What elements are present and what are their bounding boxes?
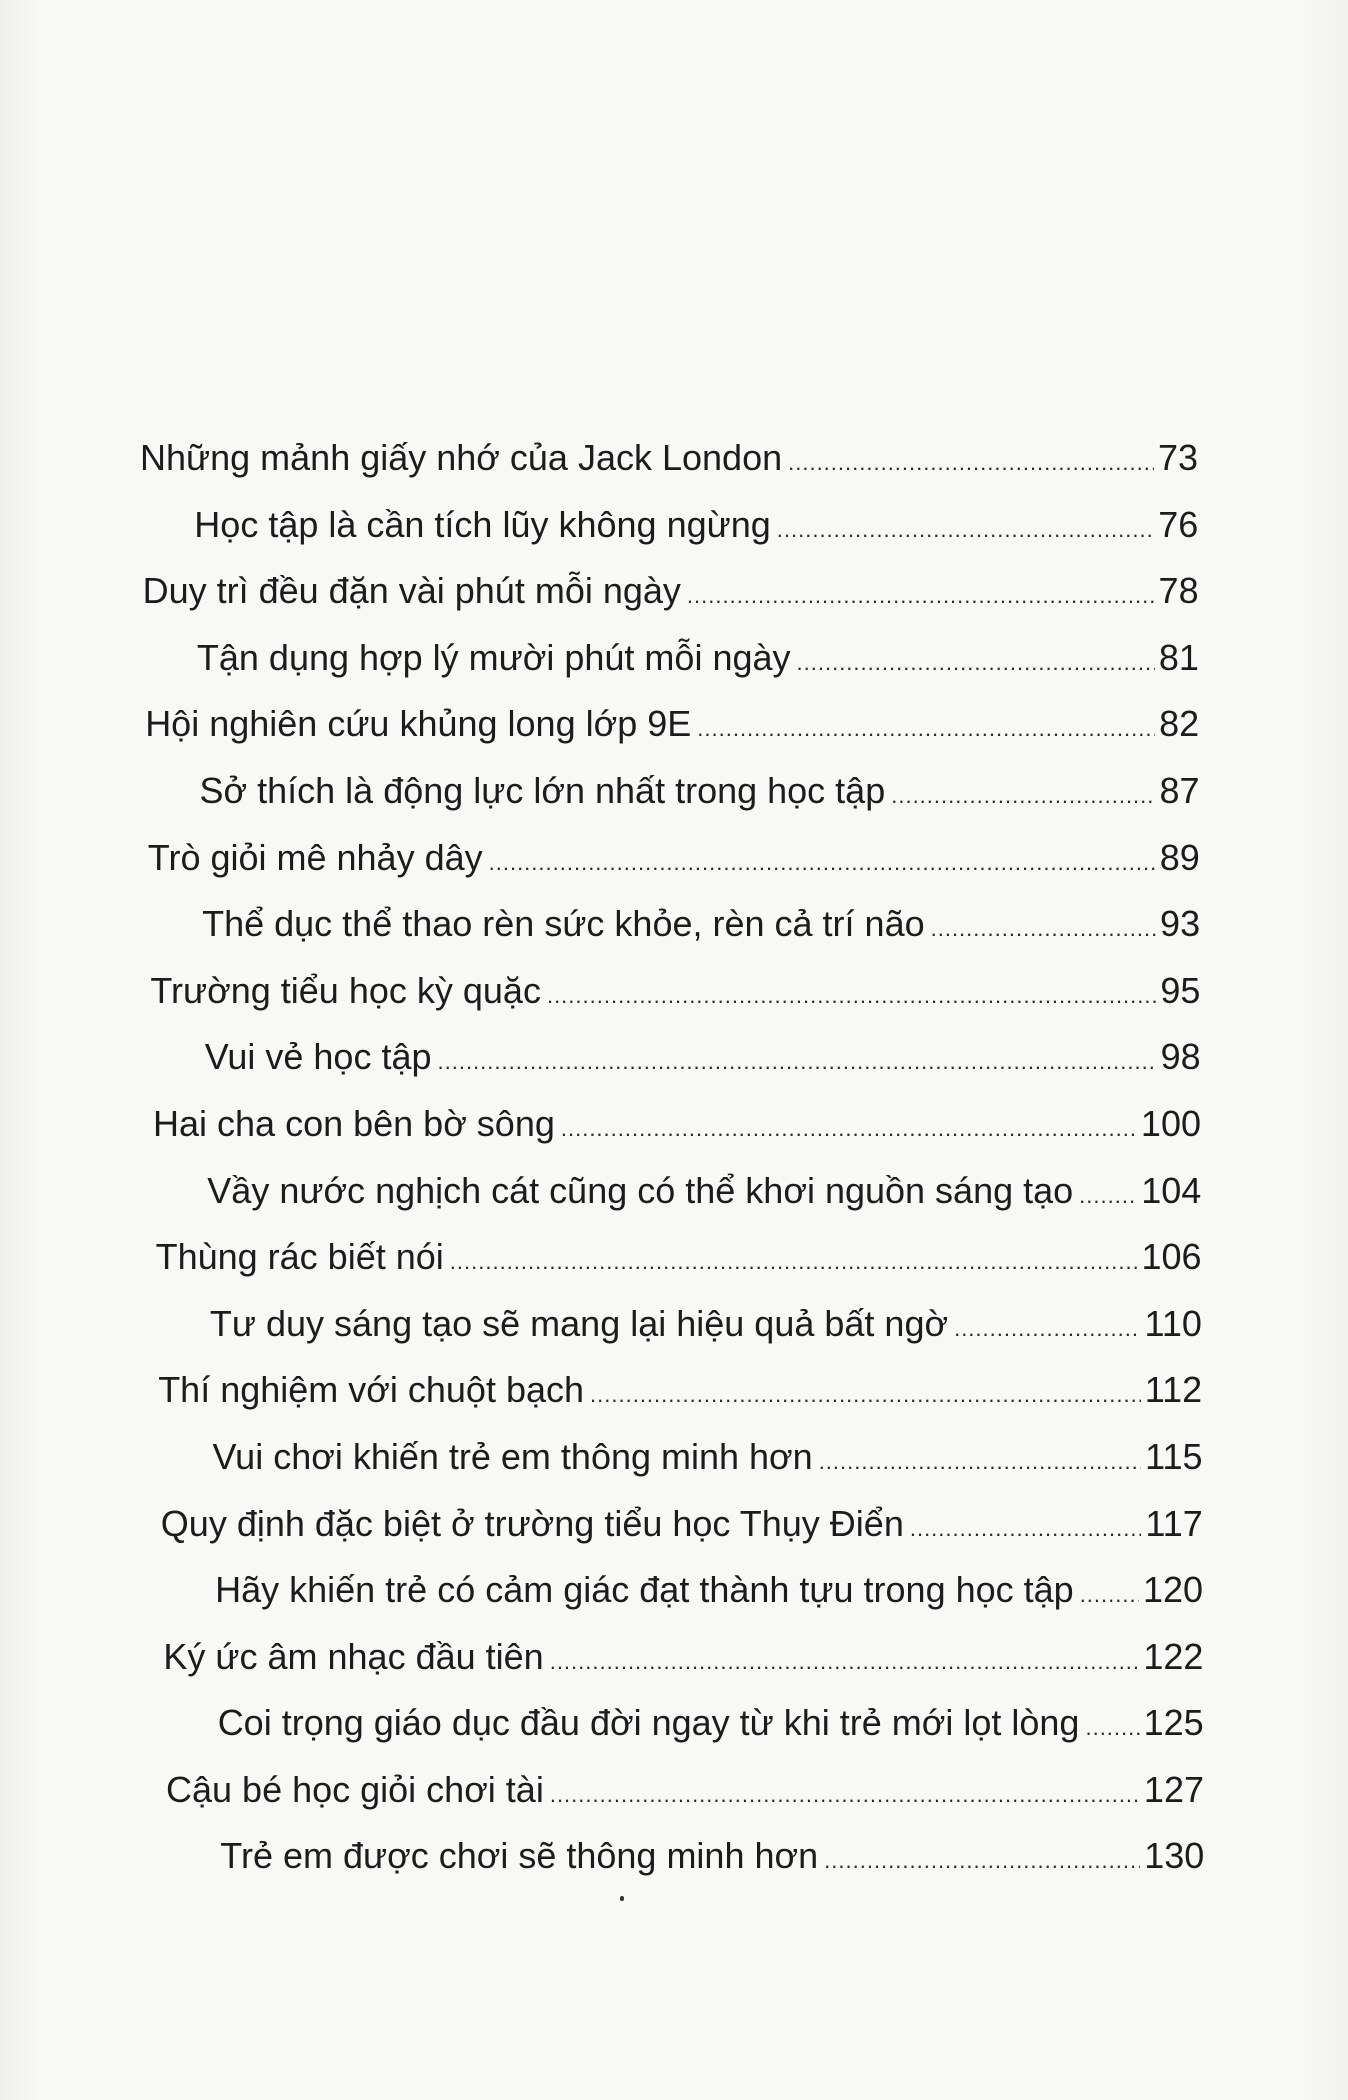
toc-entry-page-number: 73 [1157,437,1198,478]
dot-leader [561,1107,1137,1151]
toc-entry-page-number: 98 [1160,1036,1201,1078]
toc-section-row[interactable] [207,1169,1201,1236]
toc-section-row[interactable] [213,1435,1203,1502]
toc-entry-title: Trẻ em được chơi sẽ thông minh hơn [220,1835,819,1877]
dot-leader [687,574,1155,618]
toc-section-row[interactable] [197,636,1199,703]
toc-entry-title: Hai cha con bên bờ sông [153,1102,555,1144]
toc-entry-page-number: 93 [1160,903,1201,945]
toc-chapter-row[interactable] [166,1768,1204,1835]
toc-entry-title: Tư duy sáng tạo sẽ mang lại hiệu quả bất ngờ [209,1302,949,1344]
toc-chapter-row[interactable] [143,569,1199,636]
dot-leader [954,1307,1140,1351]
toc-chapter-row[interactable] [153,1102,1201,1169]
toc-entry-page-number: 82 [1159,703,1200,745]
toc-entry-page-number: 87 [1159,769,1200,811]
toc-entry-title: Duy trì đều đặn vài phút mỗi ngày [142,570,681,612]
toc-entry-title: Coi trọng giáo dục đầu đời ngay từ khi trẻ mới lọt lòng [217,1702,1080,1744]
toc-entry-page-number: 127 [1143,1768,1204,1810]
dot-leader [1085,1706,1139,1750]
toc-section-row[interactable] [220,1834,1204,1901]
toc-section-row[interactable] [215,1568,1203,1635]
toc-entry-title: Học tập là cần tích lũy không ngừng [194,503,771,545]
toc-section-row[interactable] [202,902,1200,969]
toc-section-row[interactable] [205,1035,1201,1102]
dot-leader [819,1440,1141,1484]
toc-entry-title: Cậu bé học giỏi chơi tài [166,1768,544,1810]
toc-entry-page-number: 81 [1158,636,1199,678]
toc-entry-title: Tận dụng hợp lý mười phút mỗi ngày [196,636,791,678]
toc-entry-title: Quy định đặc biệt ở trường tiểu học Thụy Điển [160,1502,904,1544]
dot-leader [1080,1573,1139,1617]
table-of-contents [0,436,1348,1901]
toc-entry-title: Ký ức âm nhạc đầu tiên [163,1635,544,1677]
dot-leader [777,508,1154,552]
toc-section-row[interactable] [210,1302,1202,1369]
dot-leader [931,907,1156,951]
toc-section-row[interactable] [200,769,1200,836]
toc-section-row[interactable] [218,1701,1204,1768]
toc-entry-page-number: 100 [1140,1102,1201,1144]
dot-leader [824,1839,1140,1883]
toc-chapter-row[interactable] [158,1368,1202,1435]
dot-leader [489,841,1156,885]
toc-entry-title: Những mảnh giấy nhớ của Jack London [140,437,783,478]
toc-entry-page-number: 104 [1141,1169,1202,1211]
toc-entry-title: Vui vẻ học tập [204,1036,432,1078]
toc-entry-title: Trường tiểu học kỳ quặc [150,969,541,1011]
dot-leader [550,1640,1140,1684]
toc-section-row[interactable] [194,503,1198,570]
dot-leader [1079,1174,1137,1218]
dot-leader [590,1373,1141,1417]
toc-entry-title: Hãy khiến trẻ có cảm giác đạt thành tựu trong học tập [215,1569,1074,1611]
toc-entry-title: Thí nghiệm với chuột bạch [158,1369,585,1411]
print-speck [620,1896,624,1901]
toc-chapter-row[interactable] [140,436,1198,503]
toc-entry-page-number: 106 [1141,1236,1202,1278]
toc-entry-page-number: 117 [1145,1502,1203,1544]
toc-entry-title: Thùng rác biết nói [155,1236,444,1278]
toc-chapter-row[interactable] [163,1635,1203,1702]
toc-entry-title: Vui chơi khiến trẻ em thông minh hơn [212,1435,813,1477]
toc-entry-title: Thể dục thể thao rèn sức khỏe, rèn cả trí não [202,903,925,945]
toc-entry-title: Hội nghiên cứu khủng long lớp 9E [145,703,692,745]
toc-entry-page-number: 122 [1143,1635,1204,1677]
dot-leader [550,1773,1140,1817]
toc-entry-title: Sở thích là động lực lớn nhất trong học tập [199,769,886,811]
dot-leader [891,774,1155,818]
toc-entry-page-number: 110 [1144,1302,1202,1344]
toc-entry-title: Trò giỏi mê nhảy dây [147,836,483,878]
toc-entry-page-number: 130 [1144,1835,1205,1877]
dot-leader [450,1240,1138,1284]
toc-entry-page-number: 120 [1143,1569,1204,1611]
toc-entry-page-number: 89 [1159,836,1200,878]
toc-entry-page-number: 115 [1145,1435,1203,1477]
toc-chapter-row[interactable] [150,969,1200,1036]
toc-entry-page-number: 95 [1160,969,1201,1011]
toc-chapter-row[interactable] [145,702,1199,769]
toc-entry-title: Vầy nước nghịch cát cũng có thể khơi nguồn sáng tạo [207,1169,1074,1211]
dot-leader [797,641,1155,685]
dot-leader [438,1040,1157,1084]
toc-entry-page-number: 112 [1144,1369,1203,1411]
toc-entry-page-number: 78 [1158,570,1199,612]
dot-leader [788,441,1154,485]
toc-chapter-row[interactable] [148,836,1200,903]
toc-chapter-row[interactable] [161,1502,1203,1569]
toc-entry-page-number: 76 [1158,503,1199,545]
toc-chapter-row[interactable] [156,1235,1202,1302]
dot-leader [697,707,1155,751]
dot-leader [547,974,1156,1018]
toc-entry-page-number: 125 [1143,1702,1204,1744]
dot-leader [910,1507,1142,1551]
